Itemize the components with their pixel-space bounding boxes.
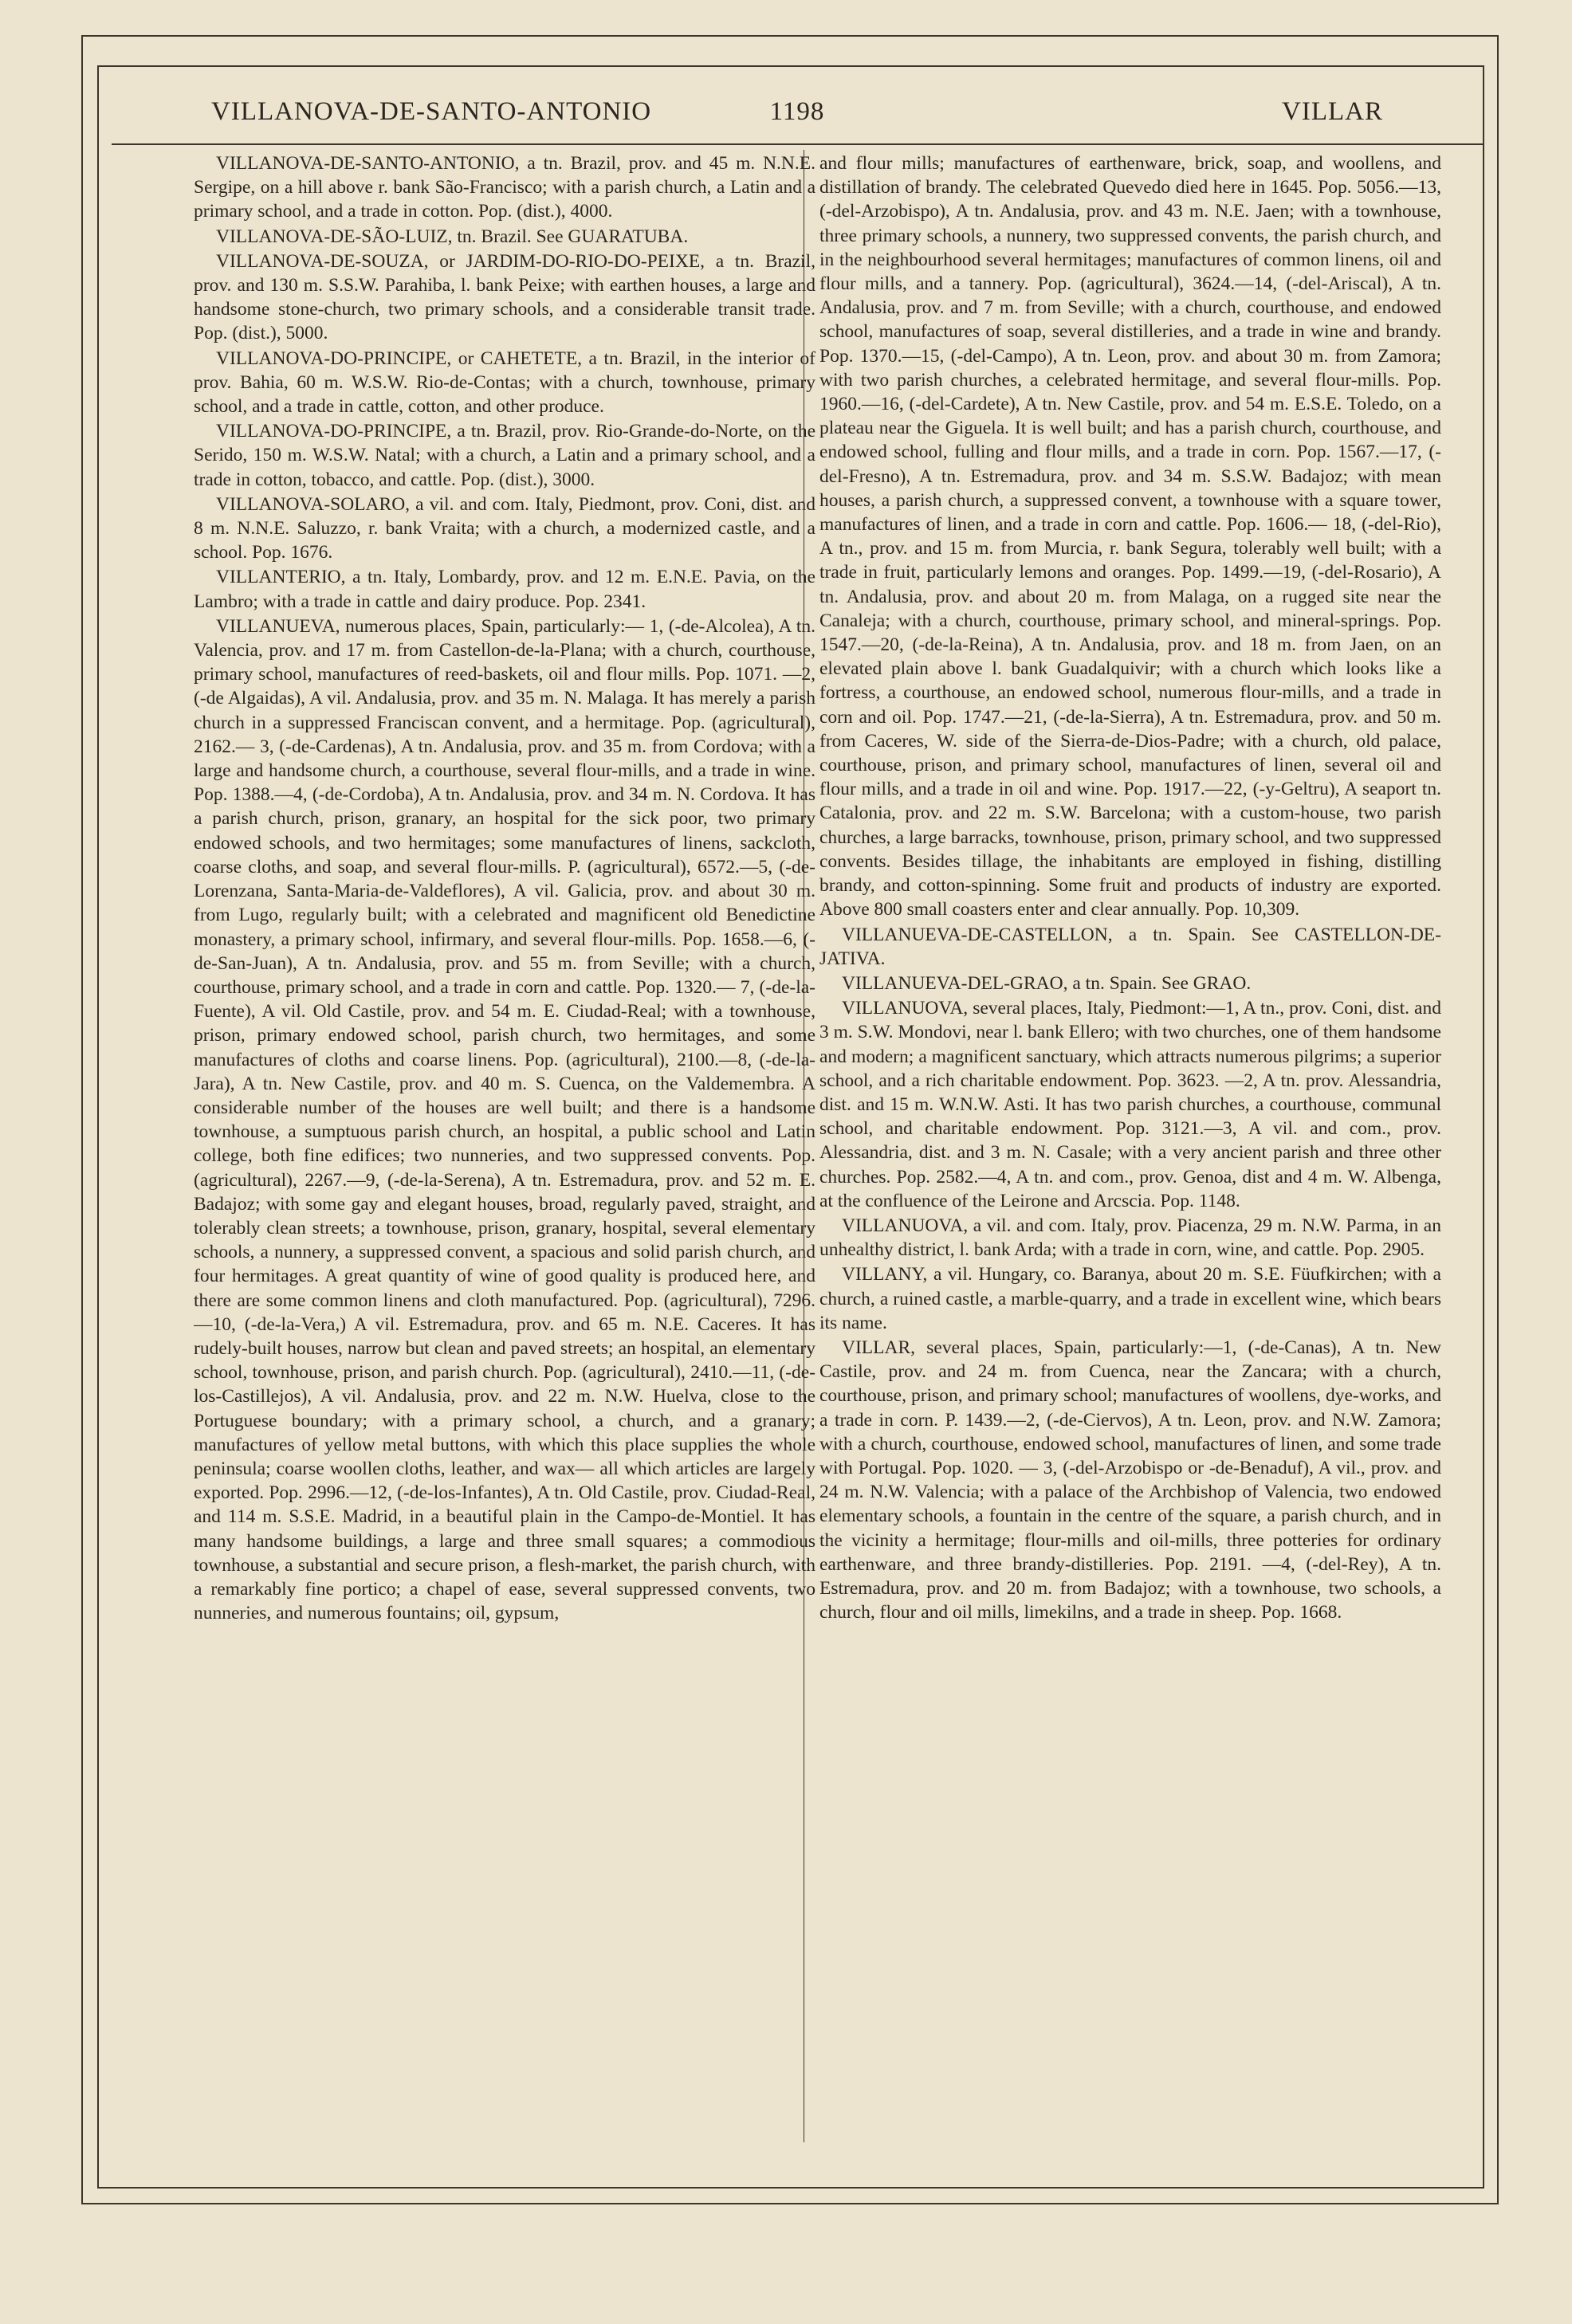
page-number: 1198 (769, 97, 825, 126)
entry-villanueva-continued: and flour mills; manufactures of earthenware, brick, soap, and woollens, and distillation of brandy. The celebrated Quevedo died here in 1645. Pop. 5056.—13, (-del-Arzobispo), A tn. Andalusia, prov. and 43 m. N.E. Jaen; with a townhouse, three primary schools, a nunnery, two suppressed convents, the parish church, and in the neighbourhood several hermitages; manufactures of common linens, oil and flour mills, and a tannery. Pop. (agricultural), 3624.—14, (-del-Ariscal), A tn. Andalusia, prov. and 7 m. from Seville; with a church, courthouse, and endowed school, manufactures of soap, several distilleries, and a trade in wine and brandy. Pop. 1370.—15, (-del-Campo), A tn. Leon, prov. and about 30 m. from Zamora; with two parish churches, a celebrated hermitage, and several flour-mills. Pop. 1960.—16, (-del-Cardete), A tn. New Castile, prov. and 54 m. E.S.E. Toledo, on a plateau near the Giguela. It is well built; and has a parish church, courthouse, and endowed school, fulling and flour mills, and a trade in corn. Pop. 1567.—17, (-del-Fresno), A tn. Estremadura, prov. and 34 m. S.S.W. Badajoz; with mean houses, a parish church, a suppressed convent, a townhouse with a square tower, manufactures of linen, and a trade in corn and cattle. Pop. 1606.— 18, (-del-Rio), A tn., prov. and 15 m. from Murcia, r. bank Segura, tolerably well built; with a trade in fruit, particularly lemons and oranges. Pop. 1499.—19, (-del-Rosario), A tn. Andalusia, prov. and about 20 m. from Malaga, on a rugged site near the Canaleja; with a church, courthouse, primary school, and mineral-springs. Pop. 1547.—20, (-de-la-Reina), A tn. Andalusia, prov. and 18 m. from Jaen, on an elevated plain above l. bank Guadalquivir; with a church which looks like a fortress, a courthouse, an endowed school, numerous flour-mills, and a trade in corn and oil. Pop. 1747.—21, (-de-la-Sierra), A tn. Estremadura, prov. and 50 m. from Caceres, W. side of the Sierra-de-Dios-Padre; with a church, old palace, courthouse, prison, and primary school, manufactures of linen, several oil and flour mills, and a trade in oil and wine. Pop. 1917.—22, (-y-Geltru), A seaport tn. Catalonia, prov. and 22 m. S.W. Barcelona; with a custom-house, two parish churches, a large barracks, townhouse, prison, primary school, and two suppressed convents. Besides tillage, the inhabitants are employed in fishing, distilling brandy, and cotton-spinning. Some fruit and products of industry are exported. Above 800 small coasters enter and clear annually. Pop. 10,309. (819, 153, 1441, 921)
header-left-keyword: VILLANOVA-DE-SANTO-ANTONIO (211, 97, 652, 126)
entry-villanova-de-souza: VILLANOVA-DE-SOUZA, or JARDIM-DO-RIO-DO-PEIXE, a tn. Brazil, prov. and 130 m. S.S.W. Parahiba, l. bank Peixe; with earthen houses, a large and handsome stone-church, two primary schools, and a considerable transit trade. Pop. (dist.), 5000. (194, 250, 815, 344)
entry-villanueva: VILLANUEVA, numerous places, Spain, particularly:— 1, (-de-Alcolea), A tn. Valencia, prov. and 17 m. from Castellon-de-la-Plana; with a church, courthouse, primary school, manufactures of reed-baskets, oil and flour mills. Pop. 1071. —2, (-de Algaidas), A vil. Andalusia, prov. and 35 m. N. Malaga. It has merely a parish church in a suppressed Franciscan convent, and a hermitage. Pop. (agricultural), 2162.— 3, (-de-Cardenas), A tn. Andalusia, prov. and 35 m. from Cordova; with a large and handsome church, a courthouse, several flour-mills, and a trade in wine. Pop. 1388.—4, (-de-Cordoba), A tn. Andalusia, prov. and 34 m. N. Cordova. It has a parish church, prison, granary, an hospital for the sick poor, two primary endowed schools, and two hermitages; some manufactures of linens, sackcloth, coarse cloths, and soap, and several flour-mills. P. (agricultural), 6572.—5, (-de-Lorenzana, Santa-Maria-de-Valdeflores), A vil. Galicia, prov. and about 30 m. from Lugo, regularly built; with a celebrated and magnificent old Benedictine monastery, a primary school, infirmary, and several flour-mills. Pop. 1658.—6, (-de-San-Juan), A tn. Andalusia, prov. and 55 m. from Seville; with a church, courthouse, primary school, and a trade in corn and cattle. Pop. 1320.— 7, (-de-la-Fuente), A vil. Old Castile, prov. and 54 m. E. Ciudad-Real; with a townhouse, prison, primary endowed school, parish church, two hermitages, and some manufactures of cloths and coarse linens. Pop. (agricultural), 2100.—8, (-de-la-Jara), A tn. New Castile, prov. and 40 m. S. Cuenca, on the Valdemembra. A considerable number of the houses are well built; and there is a handsome townhouse, a sumptuous parish church, an hospital, a public school and Latin college, both fine edifices; two nunneries, and two suppressed convents. Pop. (agricultural), 2267.—9, (-de-la-Serena), A tn. Estremadura, prov. and 52 m. E. Badajoz; with some gay and elegant houses, broad, regularly paved, straight, and tolerably clean streets; a townhouse, prison, granary, hospital, several elementary schools, a nunnery, a suppressed convent, a spacious and solid parish church, and four hermitages. A great quantity of wine of good quality is produced here, and there are some common linens and cloth manufactured. Pop. (agricultural), 7296.—10, (-de-la-Vera,) A vil. Estremadura, prov. and 65 m. N.E. Caceres. It has rudely-built houses, narrow but clean and paved streets; an hospital, an elementary school, townhouse, prison, and parish church. Pop. (agricultural), 2410.—11, (-de-los-Castillejos), A vil. Andalusia, prov. and 22 m. N.W. Huelva, close to the Portuguese boundary; with a primary school, a church, and a granary; manufactures of yellow metal buttons, with which this place supplies the whole peninsula; coarse woollen cloths, leather, and wax— all which articles are largely exported. Pop. 2996.—12, (-de-los-Infantes), A tn. Old Castile, prov. Ciudad-Real, and 114 m. S.S.E. Madrid, in a beautiful plain in the Campo-de-Montiel. It has many handsome buildings, a large and three small squares; a commodious townhouse, a substantial and secure prison, a flesh-market, the parish church, with a remarkably fine portico; a chapel of ease, several suppressed convents, two nunneries, and numerous fountains; oil, gypsum, (194, 615, 815, 1624)
entry-villanova-do-principe-bahia: VILLANOVA-DO-PRINCIPE, or CAHETETE, a tn. Brazil, in the interior of prov. Bahia, 60 m. W.S.W. Rio-de-Contas; with a church, townhouse, primary school, and a trade in cattle, cotton, and other produce. (194, 347, 815, 418)
entry-villanova-do-principe-rio-grande: VILLANOVA-DO-PRINCIPE, a tn. Brazil, prov. Rio-Grande-do-Norte, on the Serido, 150 m. W.S.W. Natal; with a church, a Latin and a primary school, and a trade in cotton, tobacco, and cattle. Pop. (dist.), 3000. (194, 421, 815, 490)
entry-villanuova-piacenza: VILLANUOVA, a vil. and com. Italy, prov. Piacenza, 29 m. N.W. Parma, in an unhealthy district, l. bank Arda; with a trade in corn, wine, and cattle. Pop. 2905. (819, 1215, 1441, 1261)
entry-villanova-de-santo-antonio: VILLANOVA-DE-SANTO-ANTONIO, a tn. Brazil, prov. and 45 m. N.N.E. Sergipe, on a hill above r. bank São-Francisco; with a parish church, a Latin and a primary school, and a trade in cotton. Pop. (dist.), 4000. (194, 153, 815, 222)
right-column (819, 151, 1441, 2144)
entry-villanova-solaro: VILLANOVA-SOLARO, a vil. and com. Italy, Piedmont, prov. Coni, dist. and 8 m. N.N.E. Saluzzo, r. bank Vraita; with a church, a modernized castle, and a school. Pop. 1676. (194, 493, 815, 563)
left-column (194, 151, 815, 2144)
entry-villanterio: VILLANTERIO, a tn. Italy, Lombardy, prov. and 12 m. E.N.E. Pavia, on the Lambro; with a trade in cattle and dairy produce. Pop. 2341. (194, 567, 815, 612)
entry-villany: VILLANY, a vil. Hungary, co. Baranya, about 20 m. S.E. Füufkirchen; with a church, a ruined castle, a marble-quarry, and a trade in excellent wine, which bears its name. (819, 1264, 1441, 1333)
header-right-keyword: VILLAR (1282, 97, 1383, 126)
entry-villanova-de-sao-luiz: VILLANOVA-DE-SÃO-LUIZ, tn. Brazil. See GUARATUBA. (216, 226, 689, 247)
header-rule (112, 143, 1483, 145)
entry-villanueva-de-castellon: VILLANUEVA-DE-CASTELLON, a tn. Spain. See CASTELLON-DE-JATIVA. (819, 924, 1441, 969)
entry-villanuova-piedmont: VILLANUOVA, several places, Italy, Piedmont:—1, A tn., prov. Coni, dist. and 3 m. S.W. Mondovi, near l. bank Ellero; with two churches, one of them handsome and modern; a magnificent sanctuary, which attracts numerous pilgrims; a superior school, and a rich charitable endowment. Pop. 3623. —2, A tn. prov. Alessandria, dist. and 15 m. W.N.W. Asti. It has two parish churches, a courthouse, communal school, and charitable endowment. Pop. 3121.—3, A vil. and com., prov. Alessandria, dist. and 3 m. N. Casale; with a very ancient parish and three other churches. Pop. 2582.—4, A tn. and com., prov. Genoa, dist and 4 m. W. Albenga, at the confluence of the Leirone and Arcscia. Pop. 1148. (819, 998, 1441, 1211)
entry-villanueva-del-grao: VILLANUEVA-DEL-GRAO, a tn. Spain. See GRAO. (842, 972, 1252, 994)
entry-villar: VILLAR, several places, Spain, particularly:—1, (-de-Canas), A tn. New Castile, prov. and 24 m. from Cuenca, near the Zancara; with a church, courthouse, prison, and primary school; manufactures of woollens, dye-works, and a trade in corn. P. 1439.—2, (-de-Ciervos), A tn. Leon, prov. and N.W. Zamora; with a church, courthouse, endowed school, manufactures of linen, and some trade with Portugal. Pop. 1020. — 3, (-del-Arzobispo or -de-Benaduf), A vil., prov. and 24 m. N.W. Valencia; with a palace of the Archbishop of Valencia, two endowed elementary schools, a fountain in the centre of the square, a parish church, and in the vicinity a hermitage; flour-mills and oil-mills, three potteries for ordinary earthenware, and three brandy-distilleries. Pop. 2191. —4, (-del-Rey), A tn. Estremadura, prov. and 20 m. from Badajoz; with a townhouse, two schools, a church, flour and oil mills, limekilns, and a trade in sheep. Pop. 1668. (819, 1337, 1441, 1623)
running-header (211, 97, 1383, 139)
